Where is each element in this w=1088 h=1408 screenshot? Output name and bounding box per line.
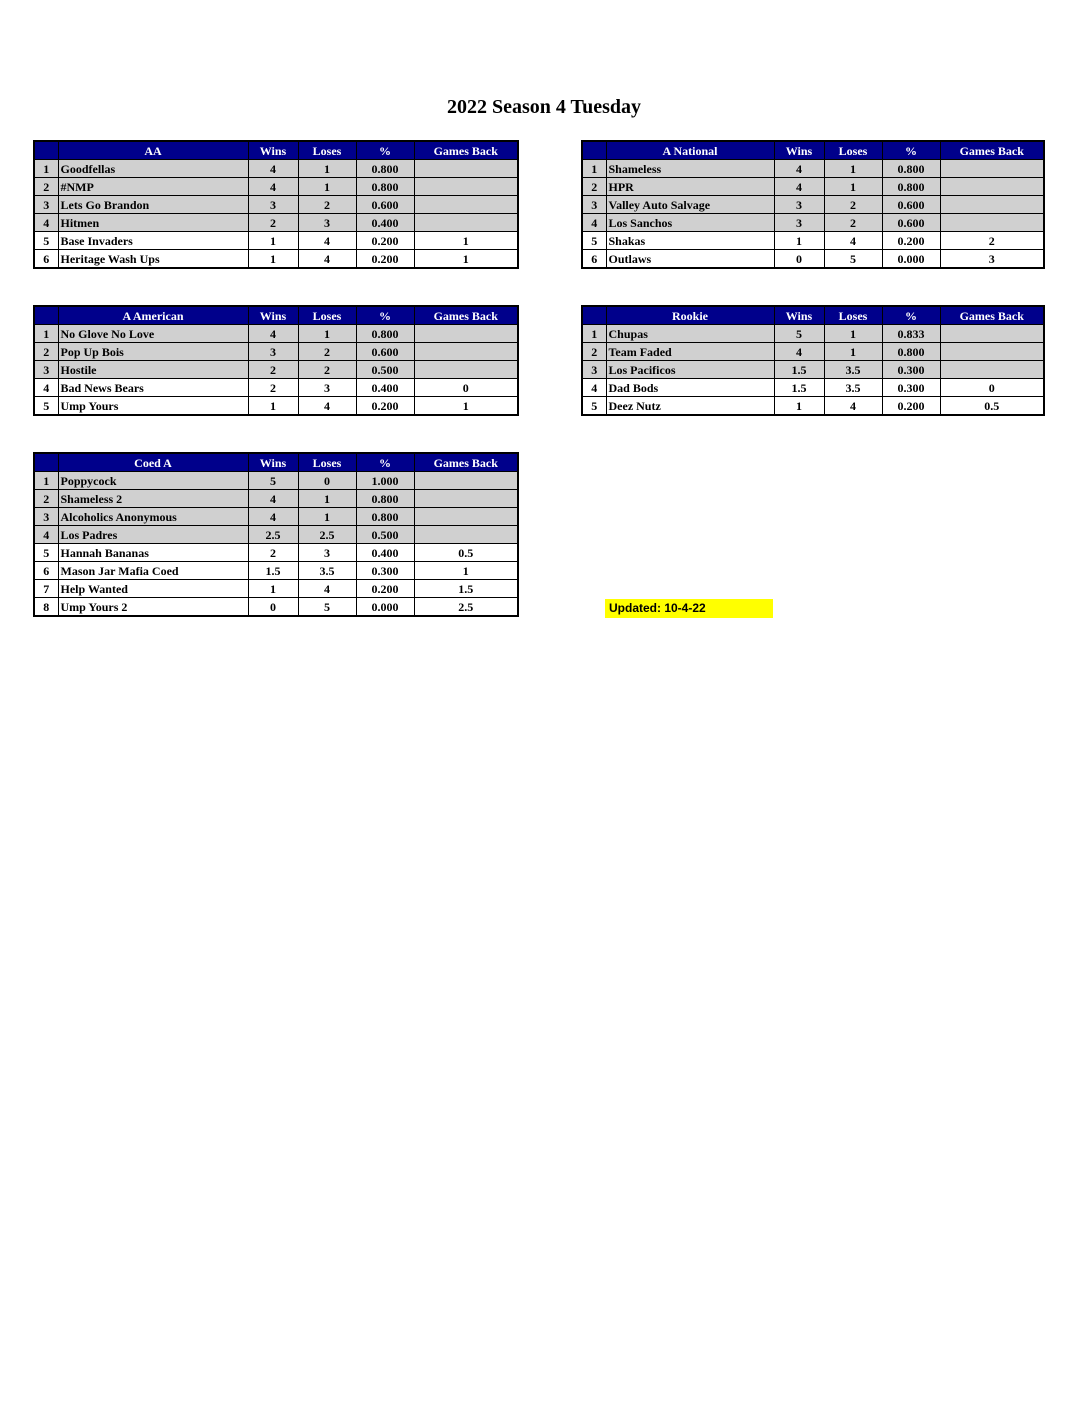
pct-cell: 0.800 bbox=[356, 490, 414, 508]
table-row bbox=[34, 580, 518, 598]
loses-header: Loses bbox=[298, 453, 356, 472]
table-row bbox=[34, 343, 518, 361]
loses-cell: 2 bbox=[298, 361, 356, 379]
pct-cell: 0.200 bbox=[356, 580, 414, 598]
loses-cell: 4 bbox=[298, 250, 356, 269]
games-back-cell: 1.5 bbox=[414, 580, 518, 598]
rank-cell: 5 bbox=[34, 544, 58, 562]
rank-cell: 2 bbox=[582, 343, 606, 361]
games-back-header: Games Back bbox=[414, 453, 518, 472]
loses-cell: 1 bbox=[298, 490, 356, 508]
games-back-cell bbox=[414, 361, 518, 379]
pct-cell: 0.800 bbox=[356, 160, 414, 178]
pct-cell: 0.300 bbox=[882, 379, 940, 397]
rank-cell: 5 bbox=[34, 232, 58, 250]
team-cell: Outlaws bbox=[606, 250, 774, 269]
team-cell: Dad Bods bbox=[606, 379, 774, 397]
pct-cell: 1.000 bbox=[356, 472, 414, 490]
games-back-cell bbox=[940, 361, 1044, 379]
table-row bbox=[34, 526, 518, 544]
wins-header: Wins bbox=[774, 306, 824, 325]
pct-cell: 0.800 bbox=[882, 343, 940, 361]
table-row bbox=[582, 343, 1044, 361]
rank-cell: 3 bbox=[34, 508, 58, 526]
games-back-cell: 3 bbox=[940, 250, 1044, 269]
pct-cell: 0.800 bbox=[356, 508, 414, 526]
wins-cell: 2 bbox=[248, 214, 298, 232]
wins-cell: 4 bbox=[248, 490, 298, 508]
pct-cell: 0.833 bbox=[882, 325, 940, 343]
rank-cell: 7 bbox=[34, 580, 58, 598]
team-cell: Los Sanchos bbox=[606, 214, 774, 232]
pct-cell: 0.200 bbox=[356, 250, 414, 269]
wins-cell: 1 bbox=[774, 232, 824, 250]
pct-cell: 0.000 bbox=[356, 598, 414, 617]
team-cell: No Glove No Love bbox=[58, 325, 248, 343]
pct-cell: 0.500 bbox=[356, 361, 414, 379]
table-header bbox=[34, 141, 518, 160]
games-back-cell: 0.5 bbox=[414, 544, 518, 562]
rank-cell: 1 bbox=[34, 160, 58, 178]
team-cell: Valley Auto Salvage bbox=[606, 196, 774, 214]
pct-cell: 0.600 bbox=[356, 196, 414, 214]
wins-cell: 5 bbox=[774, 325, 824, 343]
team-cell: Team Faded bbox=[606, 343, 774, 361]
wins-cell: 2.5 bbox=[248, 526, 298, 544]
rank-cell: 6 bbox=[34, 562, 58, 580]
games-back-header: Games Back bbox=[414, 306, 518, 325]
team-cell: Alcoholics Anonymous bbox=[58, 508, 248, 526]
loses-header: Loses bbox=[824, 141, 882, 160]
table-row bbox=[582, 361, 1044, 379]
games-back-cell bbox=[414, 178, 518, 196]
loses-cell: 1 bbox=[298, 325, 356, 343]
team-cell: Hannah Bananas bbox=[58, 544, 248, 562]
rank-cell: 4 bbox=[582, 379, 606, 397]
division-name: Rookie bbox=[606, 306, 774, 325]
pct-cell: 0.500 bbox=[356, 526, 414, 544]
loses-cell: 3.5 bbox=[298, 562, 356, 580]
loses-cell: 2 bbox=[824, 196, 882, 214]
pct-cell: 0.200 bbox=[356, 397, 414, 416]
table-row bbox=[34, 160, 518, 178]
division-name: AA bbox=[58, 141, 248, 160]
pct-cell: 0.800 bbox=[356, 178, 414, 196]
wins-cell: 1 bbox=[248, 250, 298, 269]
pct-cell: 0.300 bbox=[882, 361, 940, 379]
loses-cell: 4 bbox=[298, 580, 356, 598]
wins-cell: 1 bbox=[774, 397, 824, 416]
loses-cell: 0 bbox=[298, 472, 356, 490]
team-cell: Heritage Wash Ups bbox=[58, 250, 248, 269]
table-row bbox=[34, 508, 518, 526]
rank-cell: 5 bbox=[582, 232, 606, 250]
pct-cell: 0.000 bbox=[882, 250, 940, 269]
loses-cell: 3.5 bbox=[824, 379, 882, 397]
games-back-cell bbox=[940, 178, 1044, 196]
table-row bbox=[34, 544, 518, 562]
wins-header: Wins bbox=[248, 453, 298, 472]
loses-cell: 5 bbox=[298, 598, 356, 617]
wins-cell: 0 bbox=[248, 598, 298, 617]
rank-cell: 5 bbox=[582, 397, 606, 416]
table-row bbox=[582, 160, 1044, 178]
wins-cell: 1 bbox=[248, 397, 298, 416]
games-back-cell bbox=[414, 490, 518, 508]
loses-cell: 4 bbox=[298, 232, 356, 250]
loses-cell: 3 bbox=[298, 544, 356, 562]
wins-cell: 3 bbox=[248, 343, 298, 361]
team-cell: Chupas bbox=[606, 325, 774, 343]
wins-cell: 2 bbox=[248, 379, 298, 397]
wins-cell: 1.5 bbox=[248, 562, 298, 580]
rank-header bbox=[582, 306, 606, 325]
table-row bbox=[582, 397, 1044, 416]
pct-cell: 0.800 bbox=[356, 325, 414, 343]
games-back-cell: 0 bbox=[414, 379, 518, 397]
games-back-cell bbox=[414, 472, 518, 490]
rank-header bbox=[34, 453, 58, 472]
rank-cell: 3 bbox=[34, 196, 58, 214]
pct-cell: 0.600 bbox=[356, 343, 414, 361]
wins-cell: 3 bbox=[774, 214, 824, 232]
loses-cell: 2 bbox=[298, 343, 356, 361]
loses-cell: 3.5 bbox=[824, 361, 882, 379]
wins-cell: 3 bbox=[248, 196, 298, 214]
rank-cell: 4 bbox=[34, 379, 58, 397]
table-row bbox=[34, 361, 518, 379]
wins-cell: 1.5 bbox=[774, 361, 824, 379]
wins-cell: 1.5 bbox=[774, 379, 824, 397]
pct-header: % bbox=[882, 306, 940, 325]
rank-cell: 8 bbox=[34, 598, 58, 617]
rank-cell: 3 bbox=[34, 361, 58, 379]
loses-cell: 3 bbox=[298, 214, 356, 232]
games-back-cell bbox=[414, 325, 518, 343]
loses-cell: 4 bbox=[824, 232, 882, 250]
rank-header bbox=[34, 141, 58, 160]
loses-cell: 4 bbox=[824, 397, 882, 416]
table-header bbox=[582, 306, 1044, 325]
wins-cell: 1 bbox=[248, 232, 298, 250]
games-back-cell: 0 bbox=[940, 379, 1044, 397]
rank-cell: 3 bbox=[582, 361, 606, 379]
games-back-cell: 1 bbox=[414, 562, 518, 580]
team-cell: Ump Yours 2 bbox=[58, 598, 248, 617]
loses-cell: 4 bbox=[298, 397, 356, 416]
games-back-cell bbox=[414, 508, 518, 526]
loses-header: Loses bbox=[298, 141, 356, 160]
table-header bbox=[34, 453, 518, 472]
rank-cell: 1 bbox=[582, 325, 606, 343]
games-back-cell bbox=[940, 325, 1044, 343]
table-row bbox=[34, 214, 518, 232]
table-row bbox=[582, 214, 1044, 232]
page-title: 2022 Season 4 Tuesday bbox=[447, 96, 641, 118]
rank-cell: 3 bbox=[582, 196, 606, 214]
games-back-cell bbox=[414, 214, 518, 232]
games-back-cell: 0.5 bbox=[940, 397, 1044, 416]
wins-cell: 4 bbox=[248, 178, 298, 196]
table-row bbox=[34, 562, 518, 580]
wins-header: Wins bbox=[248, 306, 298, 325]
pct-header: % bbox=[882, 141, 940, 160]
team-cell: Shameless 2 bbox=[58, 490, 248, 508]
pct-header: % bbox=[356, 453, 414, 472]
rank-cell: 2 bbox=[582, 178, 606, 196]
rank-cell: 2 bbox=[34, 178, 58, 196]
table-row bbox=[34, 379, 518, 397]
pct-cell: 0.800 bbox=[882, 160, 940, 178]
wins-cell: 4 bbox=[248, 508, 298, 526]
wins-header: Wins bbox=[774, 141, 824, 160]
loses-cell: 2 bbox=[298, 196, 356, 214]
table-row bbox=[34, 232, 518, 250]
rank-cell: 4 bbox=[582, 214, 606, 232]
team-cell: Goodfellas bbox=[58, 160, 248, 178]
rank-cell: 1 bbox=[34, 325, 58, 343]
games-back-cell bbox=[414, 526, 518, 544]
pct-cell: 0.300 bbox=[356, 562, 414, 580]
table-row bbox=[34, 250, 518, 269]
wins-cell: 0 bbox=[774, 250, 824, 269]
games-back-cell: 1 bbox=[414, 397, 518, 416]
loses-cell: 3 bbox=[298, 379, 356, 397]
team-cell: Deez Nutz bbox=[606, 397, 774, 416]
games-back-header: Games Back bbox=[414, 141, 518, 160]
rank-header bbox=[34, 306, 58, 325]
team-cell: Hostile bbox=[58, 361, 248, 379]
team-cell: Pop Up Bois bbox=[58, 343, 248, 361]
loses-cell: 1 bbox=[298, 178, 356, 196]
team-cell: Hitmen bbox=[58, 214, 248, 232]
wins-cell: 1 bbox=[248, 580, 298, 598]
team-cell: HPR bbox=[606, 178, 774, 196]
games-back-cell bbox=[414, 160, 518, 178]
team-cell: Mason Jar Mafia Coed bbox=[58, 562, 248, 580]
games-back-header: Games Back bbox=[940, 141, 1044, 160]
team-cell: Base Invaders bbox=[58, 232, 248, 250]
loses-header: Loses bbox=[824, 306, 882, 325]
table-header bbox=[34, 306, 518, 325]
division-name: Coed A bbox=[58, 453, 248, 472]
games-back-cell bbox=[940, 214, 1044, 232]
loses-cell: 1 bbox=[824, 325, 882, 343]
pct-cell: 0.200 bbox=[356, 232, 414, 250]
updated-note: Updated: 10-4-22 bbox=[605, 599, 773, 618]
standings-table-coed-a bbox=[33, 452, 519, 617]
rank-cell: 4 bbox=[34, 214, 58, 232]
table-row bbox=[582, 325, 1044, 343]
games-back-cell: 1 bbox=[414, 250, 518, 269]
loses-cell: 1 bbox=[824, 178, 882, 196]
table-row bbox=[34, 598, 518, 617]
games-back-cell bbox=[940, 160, 1044, 178]
pct-cell: 0.600 bbox=[882, 214, 940, 232]
team-cell: #NMP bbox=[58, 178, 248, 196]
standings-table-a-american bbox=[33, 305, 519, 416]
rank-cell: 5 bbox=[34, 397, 58, 416]
table-header bbox=[582, 141, 1044, 160]
wins-cell: 4 bbox=[248, 325, 298, 343]
standings-table-rookie bbox=[581, 305, 1045, 416]
wins-cell: 5 bbox=[248, 472, 298, 490]
games-back-cell bbox=[940, 196, 1044, 214]
rank-cell: 6 bbox=[34, 250, 58, 269]
table-row bbox=[34, 196, 518, 214]
team-cell: Los Padres bbox=[58, 526, 248, 544]
wins-cell: 4 bbox=[774, 160, 824, 178]
rank-cell: 2 bbox=[34, 490, 58, 508]
team-cell: Help Wanted bbox=[58, 580, 248, 598]
rank-cell: 2 bbox=[34, 343, 58, 361]
wins-cell: 4 bbox=[774, 178, 824, 196]
games-back-header: Games Back bbox=[940, 306, 1044, 325]
games-back-cell: 2.5 bbox=[414, 598, 518, 617]
team-cell: Ump Yours bbox=[58, 397, 248, 416]
loses-cell: 2.5 bbox=[298, 526, 356, 544]
games-back-cell: 2 bbox=[940, 232, 1044, 250]
loses-cell: 5 bbox=[824, 250, 882, 269]
pct-header: % bbox=[356, 141, 414, 160]
rank-header bbox=[582, 141, 606, 160]
pct-cell: 0.400 bbox=[356, 544, 414, 562]
table-row bbox=[34, 397, 518, 416]
pct-cell: 0.600 bbox=[882, 196, 940, 214]
table-row bbox=[582, 196, 1044, 214]
pct-cell: 0.400 bbox=[356, 379, 414, 397]
games-back-cell bbox=[414, 196, 518, 214]
rank-cell: 4 bbox=[34, 526, 58, 544]
table-row bbox=[582, 379, 1044, 397]
rank-cell: 1 bbox=[582, 160, 606, 178]
rank-cell: 1 bbox=[34, 472, 58, 490]
division-name: A National bbox=[606, 141, 774, 160]
pct-header: % bbox=[356, 306, 414, 325]
games-back-cell bbox=[940, 343, 1044, 361]
table-row bbox=[582, 232, 1044, 250]
loses-cell: 1 bbox=[298, 160, 356, 178]
table-row bbox=[582, 178, 1044, 196]
table-row bbox=[34, 325, 518, 343]
team-cell: Shakas bbox=[606, 232, 774, 250]
division-name: A American bbox=[58, 306, 248, 325]
loses-cell: 1 bbox=[824, 343, 882, 361]
games-back-cell: 1 bbox=[414, 232, 518, 250]
team-cell: Shameless bbox=[606, 160, 774, 178]
pct-cell: 0.800 bbox=[882, 178, 940, 196]
loses-cell: 1 bbox=[824, 160, 882, 178]
loses-cell: 1 bbox=[298, 508, 356, 526]
loses-header: Loses bbox=[298, 306, 356, 325]
team-cell: Lets Go Brandon bbox=[58, 196, 248, 214]
table-row bbox=[582, 250, 1044, 269]
pct-cell: 0.400 bbox=[356, 214, 414, 232]
standings-table-aa bbox=[33, 140, 519, 269]
table-row bbox=[34, 472, 518, 490]
wins-cell: 4 bbox=[774, 343, 824, 361]
wins-header: Wins bbox=[248, 141, 298, 160]
table-row bbox=[34, 490, 518, 508]
pct-cell: 0.200 bbox=[882, 232, 940, 250]
wins-cell: 4 bbox=[248, 160, 298, 178]
standings-table-a-national bbox=[581, 140, 1045, 269]
wins-cell: 3 bbox=[774, 196, 824, 214]
team-cell: Poppycock bbox=[58, 472, 248, 490]
rank-cell: 6 bbox=[582, 250, 606, 269]
wins-cell: 2 bbox=[248, 361, 298, 379]
loses-cell: 2 bbox=[824, 214, 882, 232]
team-cell: Bad News Bears bbox=[58, 379, 248, 397]
pct-cell: 0.200 bbox=[882, 397, 940, 416]
wins-cell: 2 bbox=[248, 544, 298, 562]
table-row bbox=[34, 178, 518, 196]
games-back-cell bbox=[414, 343, 518, 361]
team-cell: Los Pacificos bbox=[606, 361, 774, 379]
